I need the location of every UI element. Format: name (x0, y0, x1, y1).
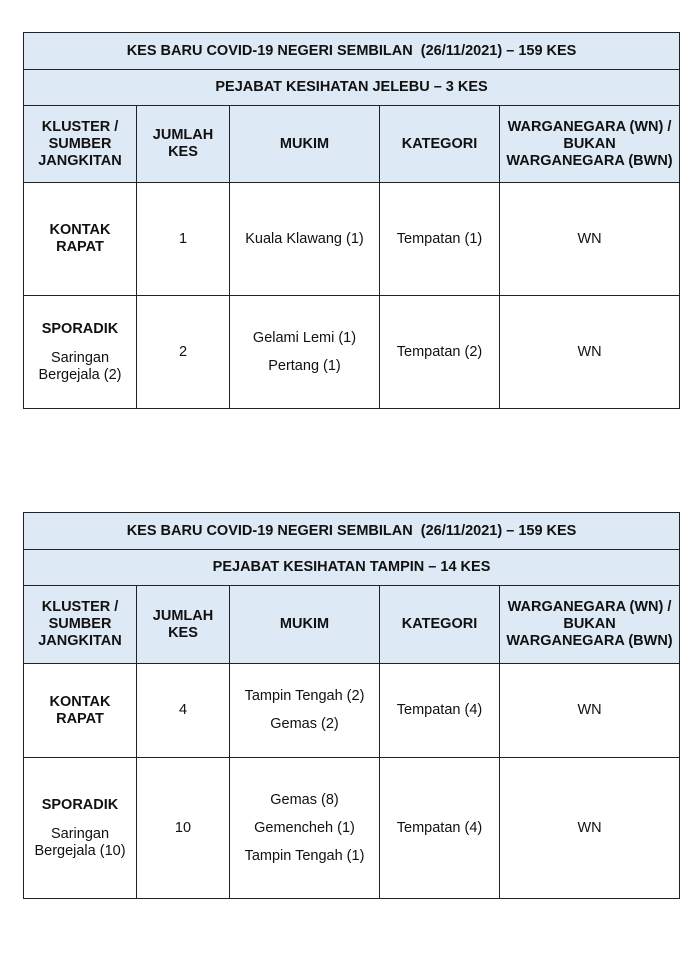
cluster-source: Saringan Bergejala (10) (34, 825, 126, 859)
table-row (24, 664, 680, 758)
table-row (24, 296, 680, 409)
header-citizenship: WARGANEGARA (WN) / BUKAN WARGANEGARA (BWN) (500, 106, 680, 183)
office-title: PEJABAT KESIHATAN JELEBU – 3 KES (24, 70, 680, 106)
header-citizenship: WARGANEGARA (WN) / BUKAN WARGANEGARA (BWN) (500, 586, 680, 664)
citizenship-cell: WN (500, 296, 680, 409)
mukim-cell (230, 296, 380, 409)
category-cell: Tempatan (1) (380, 183, 500, 296)
header-category: KATEGORI (380, 586, 500, 664)
table-row (24, 183, 680, 296)
mukim-entry: Gemas (8) (270, 791, 339, 808)
cluster-cell (24, 758, 137, 899)
mukim-entry: Kuala Klawang (1) (245, 230, 364, 247)
citizenship-cell: WN (500, 664, 680, 758)
jelebu-case-table (23, 32, 680, 409)
count-cell: 2 (137, 296, 230, 409)
cluster-name: KONTAK RAPAT (49, 222, 111, 255)
category-cell: Tempatan (4) (380, 758, 500, 899)
mukim-entry: Tampin Tengah (2) (244, 688, 365, 704)
table-title: KES BARU COVID-19 NEGERI SEMBILAN (26/11/2021) – 159 KES (24, 513, 680, 550)
cluster-source: Saringan Bergejala (2) (38, 349, 122, 383)
cluster-cell (24, 296, 137, 409)
cluster-name: KONTAK RAPAT (49, 693, 111, 727)
cluster-cell (24, 183, 137, 296)
cluster-cell (24, 664, 137, 758)
header-cluster: KLUSTER / SUMBER JANGKITAN (24, 586, 137, 664)
cluster-name: SPORADIK (41, 796, 119, 813)
mukim-entry: Pertang (1) (268, 357, 341, 374)
count-cell: 4 (137, 664, 230, 758)
mukim-entry: Gelami Lemi (1) (252, 329, 357, 346)
mukim-entry: Gemas (2) (270, 716, 339, 732)
category-cell: Tempatan (4) (380, 664, 500, 758)
header-mukim: MUKIM (230, 106, 380, 183)
header-category: KATEGORI (380, 106, 500, 183)
mukim-entry: Gemencheh (1) (254, 819, 355, 836)
tampin-case-table (23, 512, 680, 899)
citizenship-cell: WN (500, 183, 680, 296)
header-cluster: KLUSTER / SUMBER JANGKITAN (24, 106, 137, 183)
office-title: PEJABAT KESIHATAN TAMPIN – 14 KES (24, 550, 680, 586)
table-title: KES BARU COVID-19 NEGERI SEMBILAN (26/11/2021) – 159 KES (24, 33, 680, 70)
cluster-name: SPORADIK (41, 320, 119, 337)
mukim-cell (230, 183, 380, 296)
mukim-entry: Tampin Tengah (1) (244, 847, 365, 864)
header-count: JUMLAH KES (137, 106, 230, 183)
table-row (24, 758, 680, 899)
header-mukim: MUKIM (230, 586, 380, 664)
mukim-cell (230, 758, 380, 899)
mukim-cell (230, 664, 380, 758)
category-cell: Tempatan (2) (380, 296, 500, 409)
header-count: JUMLAH KES (137, 586, 230, 664)
count-cell: 10 (137, 758, 230, 899)
count-cell: 1 (137, 183, 230, 296)
citizenship-cell: WN (500, 758, 680, 899)
